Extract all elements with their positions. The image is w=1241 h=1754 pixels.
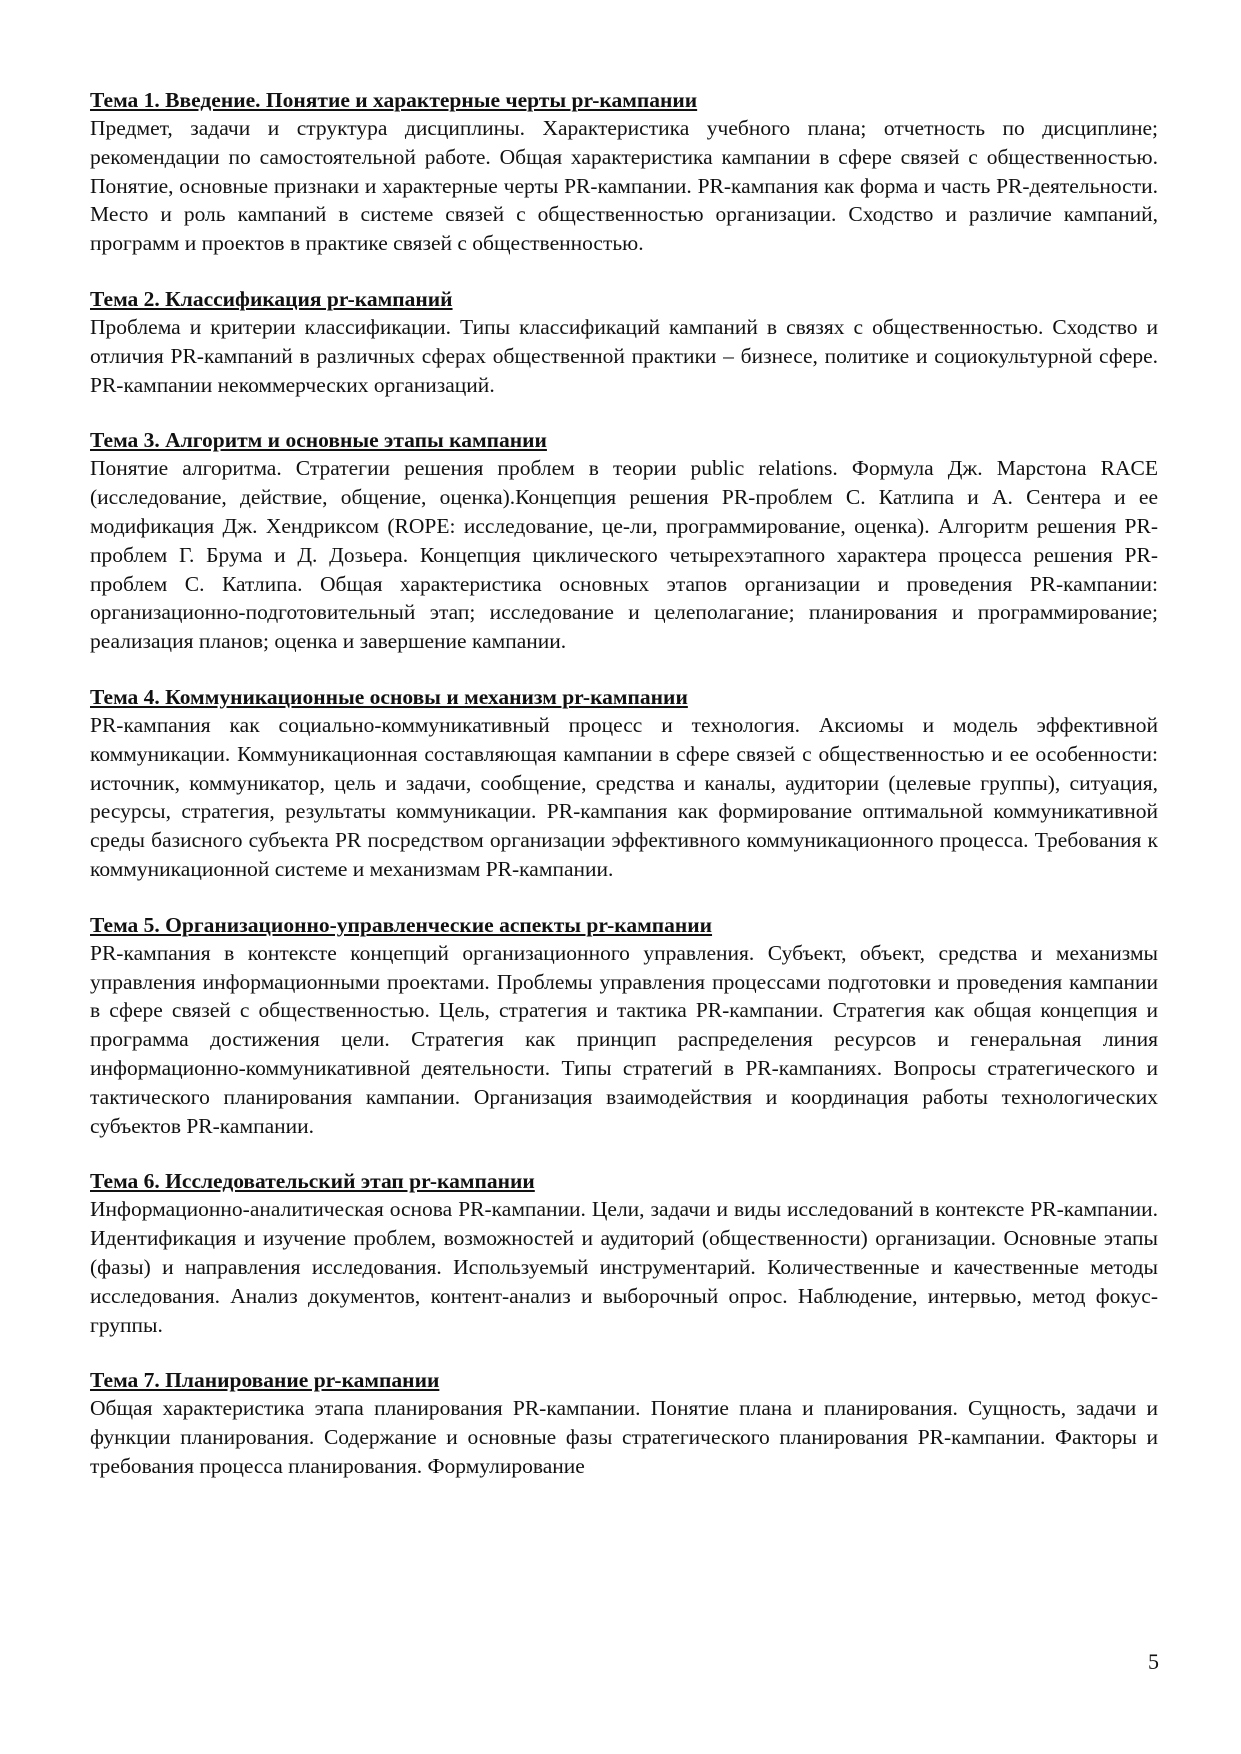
section-body: Общая характеристика этапа планирования PR-кампании. Понятие плана и планирования. Сущность, задачи и функции планирования. Содержание и основные фазы стратегического планирования PR-кампании. Факторы и требования процесса планирования. Формулирование (90, 1396, 1158, 1478)
section-2 (90, 285, 1158, 399)
section-title: Тема 3. Алгоритм и основные этапы кампании (90, 428, 547, 453)
section-title: Тема 6. Исследовательский этап pr-кампании (90, 1169, 535, 1194)
section-title: Тема 1. Введение. Понятие и характерные черты pr-кампании (90, 88, 698, 112)
section-6 (90, 1167, 1158, 1339)
section-1 (90, 86, 1158, 258)
document-page (90, 86, 1158, 1508)
section-title: Тема 2. Классификация pr-кампаний (90, 286, 453, 311)
section-7 (90, 1366, 1158, 1480)
section-title: Тема 4. Коммуникационные основы и механизм pr-кампании (90, 684, 688, 709)
section-4 (90, 683, 1158, 884)
section-body: PR-кампания в контексте концепций организационного управления. Субъект, объект, средства и механизмы управления информационными проектами. Проблемы управления процессами подготовки и проведения кампании в сфере связей с общественностью. Цель, стратегия и тактика PR-кампании. Стратегия как общая концепция и программа достижения цели. Стратегия как принцип распределения ресурсов и генеральная линия информационно-коммуникативной деятельности. Типы стратегий в PR-кампаниях. Вопросы стратегического и тактического планирования кампании. Организация взаимодействия и координация работы технологических субъектов PR-кампании. (90, 940, 1158, 1138)
section-body: PR-кампания как социально-коммуникативный процесс и технология. Аксиомы и модель эффективной коммуникации. Коммуникационная составляющая кампании в сфере связей с общественностью и ее особенности: источник, коммуникатор, цель и задачи, сообщение, средства и каналы, аудитории (целевые группы), ситуация, ресурсы, стратегия, результаты коммуникации. PR-кампания как формирование оптимальной коммуникативной среды базисного субъекта PR посредством организации эффективного коммуникационного процесса. Требования к коммуникационной системе и механизмам PR-кампании. (90, 712, 1158, 881)
section-body: Понятие алгоритма. Стратегии решения проблем в теории public relations. Формула Дж. Марстона RACE (исследование, действие, общение, оценка).Концепция решения PR-проблем С. Катлипа и А. Сентера и ее модификация Дж. Хендриксом (ROPE: исследование, це-ли, программирование, оценка). Алгоритм решения PR-проблем Г. Брума и Д. Дозьера. Концепция циклического четырехэтапного характера процесса решения PR-проблем С. Катлипа. Общая характеристика основных этапов организации и проведения PR-кампании: организационно-подготовительный этап; исследование и целеполагание; планирования и программирование; реализация планов; оценка и завершение кампании. (90, 456, 1158, 654)
section-3 (90, 426, 1158, 656)
section-body: Проблема и критерии классификации. Типы классификаций кампаний в связях с общественностью. Сходство и отличия PR-кампаний в различных сферах общественной практики – бизнесе, политике и социокультурной сфере. PR-кампании некоммерческих организаций. (90, 314, 1158, 397)
section-title: Тема 5. Организационно-управленческие аспекты pr-кампании (90, 912, 713, 937)
page-number: 5 (1148, 1649, 1159, 1674)
section-body: Предмет, задачи и структура дисциплины. Характеристика учебного плана; отчетность по дисциплине; рекомендации по самостоятельной работе. Общая характеристика кампании в сфере связей с общественностью. Понятие, основные признаки и характерные черты PR-кампании. PR-кампания как форма и часть PR-деятельности. Место и роль кампаний в системе связей с общественностью организации. Сходство и различие кампаний, программ и проектов в практике связей с общественностью. (90, 116, 1158, 256)
section-title: Тема 7. Планирование pr-кампании (90, 1368, 440, 1393)
section-5 (90, 911, 1158, 1141)
section-body: Информационно-аналитическая основа PR-кампании. Цели, задачи и виды исследований в контексте PR-кампании. Идентификация и изучение проблем, возможностей и аудиторий (общественности) организации. Основные этапы (фазы) и направления исследования. Используемый инструментарий. Количественные и качественные методы исследования. Анализ документов, контент-анализ и выборочный опрос. Наблюдение, интервью, метод фокус-группы. (90, 1197, 1158, 1337)
